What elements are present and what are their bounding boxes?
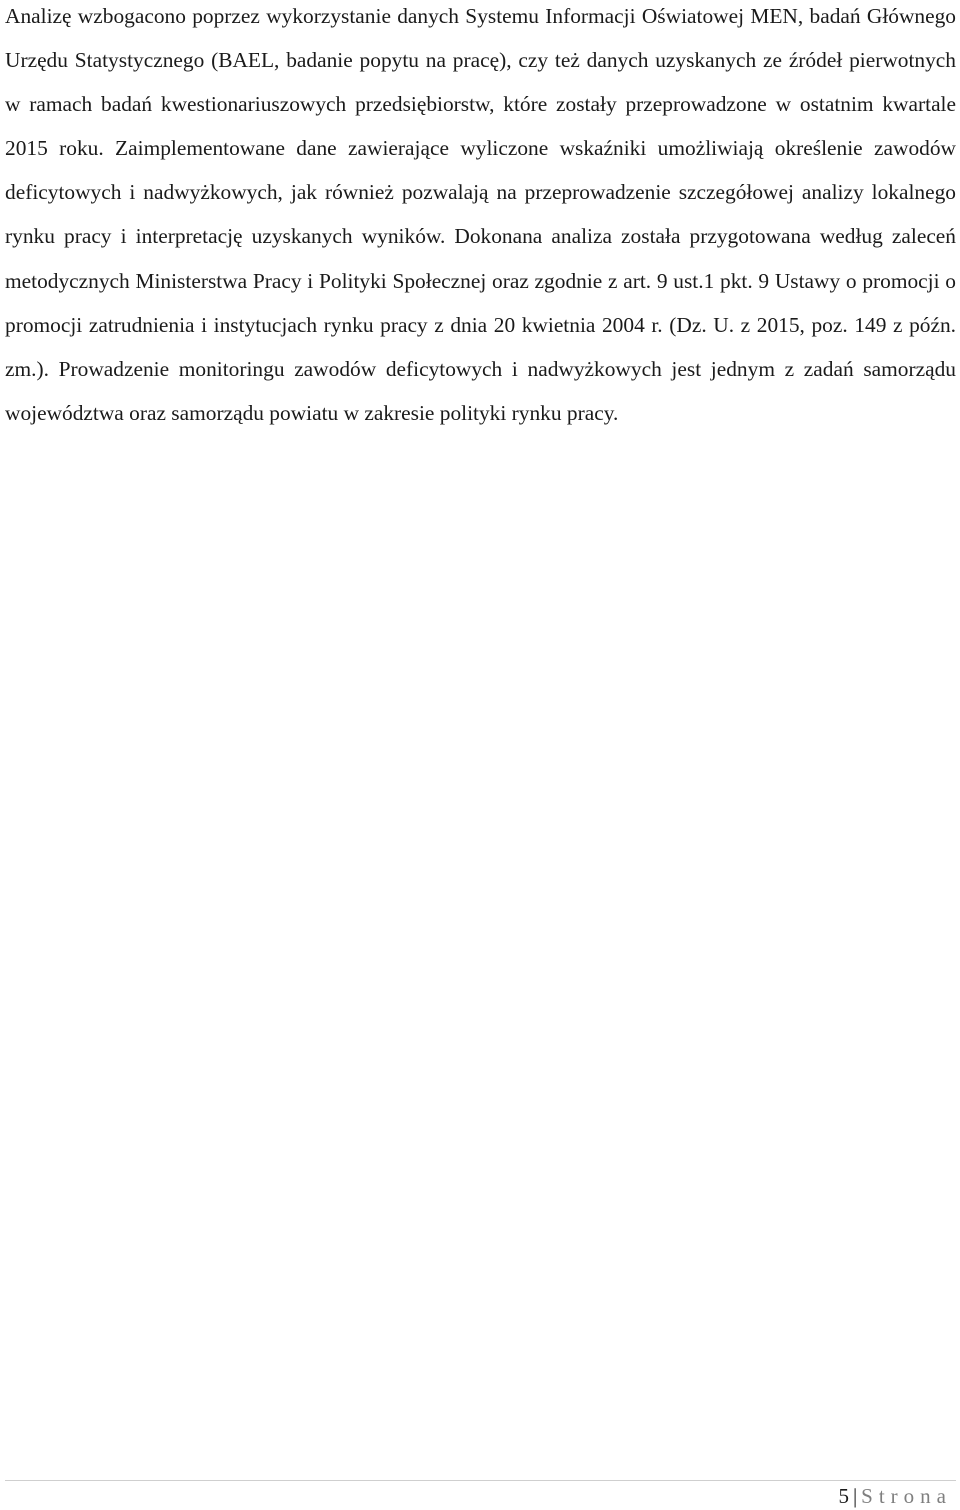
footer-divider [5, 1480, 956, 1481]
footer-separator: | [852, 1484, 858, 1508]
page-label: Strona [861, 1484, 952, 1508]
page-number: 5 [838, 1484, 849, 1508]
body-paragraph: Analizę wzbogacono poprzez wykorzystanie danych Systemu Informacji Oświatowej MEN, badań Głównego Urzędu Statystycznego (BAEL, badanie popytu na pracę), czy też danych uzyskanych ze źródeł pierwotnych w ramach badań kwestionariuszowych przedsiębiorstw, które zostały przeprowadzone w ostatnim kwartale 2015 roku. Zaimplementowane dane zawierające wyliczone wskaźniki umożliwiają określenie zawodów deficytowych i nadwyżkowych, jak również pozwalają na przeprowadzenie szczegółowej analizy lokalnego rynku pracy i interpretację uzyskanych wyników. Dokonana analiza została przygotowana według zaleceń metodycznych Ministerstwa Pracy i Polityki Społecznej oraz zgodnie z art. 9 ust.1 pkt. 9 Ustawy o promocji o promocji zatrudnienia i instytucjach rynku pracy z dnia 20 kwietnia 2004 r. (Dz. U. z 2015, poz. 149 z późn. zm.). Prowadzenie monitoringu zawodów deficytowych i nadwyżkowych jest jednym z zadań samorządu województwa oraz samorządu powiatu w zakresie polityki rynku pracy. [5, 4, 956, 425]
page-footer [838, 1482, 952, 1510]
